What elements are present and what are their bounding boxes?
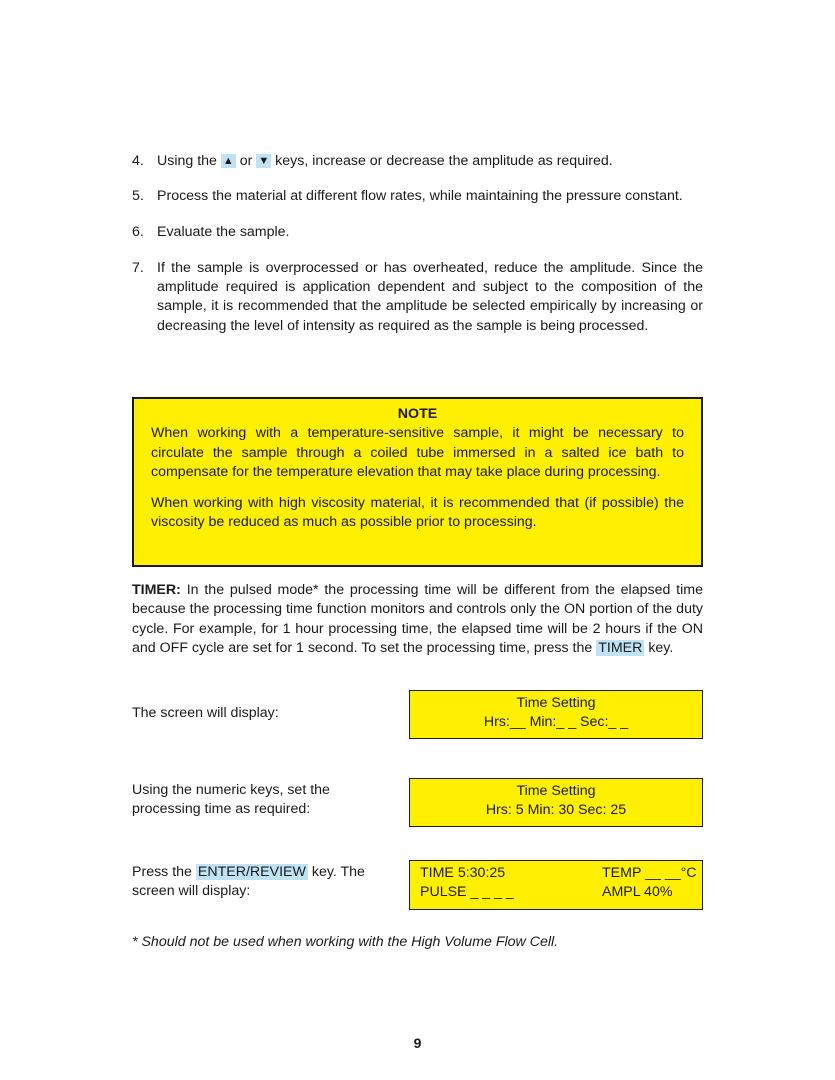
step-text: Using the: [157, 153, 217, 169]
page-number: 9: [413, 1035, 422, 1051]
label-line: screen will display:: [132, 883, 251, 900]
step-text: keys, increase or decrease the amplitude as required.: [275, 153, 613, 169]
step-number: 4.: [132, 153, 144, 169]
lcd-display-time-setting-filled: [409, 778, 703, 827]
label-text: key. The: [311, 864, 365, 880]
lcd-display-status: [409, 860, 703, 910]
lcd-temp: TEMP __ __°C: [602, 865, 697, 881]
display2-label: [132, 781, 392, 820]
lcd-line: Hrs: 5 Min: 30 Sec: 25: [485, 802, 627, 819]
note-box: [132, 397, 703, 567]
timer-heading: TIMER:: [132, 582, 181, 598]
instruction-steps: [132, 152, 703, 336]
lcd-line: Time Setting: [516, 783, 596, 799]
step-number: 6.: [132, 223, 144, 240]
lcd-pulse: PULSE _ _ _ _: [420, 884, 514, 901]
display3-label: [132, 863, 392, 902]
step-7: [132, 259, 703, 336]
lcd-display-time-setting-empty: [409, 690, 703, 739]
note-paragraph: When working with a temperature-sensitive sample, it might be necessary to circulate the sample through a coiled tube immersed in a salted ice bath to compensate for the temperature elevation that may take place during processing.: [151, 425, 684, 480]
lcd-line: Time Setting: [516, 695, 596, 711]
step-number: 7.: [132, 259, 144, 276]
lcd-time: TIME 5:30:25: [420, 865, 506, 881]
step-6: [132, 223, 703, 242]
step-4: [132, 152, 703, 171]
timer-tail: key.: [648, 639, 674, 656]
lcd-ampl: AMPL 40%: [602, 884, 673, 901]
enter-review-key: ENTER/REVIEW: [197, 864, 306, 880]
footnote: * Should not be used when working with the High Volume Flow Cell.: [132, 934, 559, 950]
timer-body: In the pulsed mode* the processing time will be different from the elapsed time because the processing time function monitors and controls only the ON portion of the duty cycle. For example, for 1 hour processing time, the elapsed time will be 2 hours if the ON and OFF cycle are set for 1 second. To set the processing time, press the: [132, 582, 703, 656]
note-title: NOTE: [397, 406, 438, 422]
step-text: Evaluate the sample.: [157, 223, 290, 240]
label-line: Using the numeric keys, set the: [132, 782, 330, 798]
step-text: or: [239, 153, 253, 169]
step-text: If the sample is overprocessed or has overheated, reduce the amplitude. Since the amplitude required is application dependent and subject to the composition of the sample, it is recommended that the amplitude be selected empirically by increasing or decreasing the level of intensity as required as the sample is being processed.: [157, 259, 703, 334]
up-arrow-key-icon: ▲: [222, 155, 234, 167]
step-5: [132, 187, 703, 206]
label-line: processing time as required:: [132, 801, 311, 818]
note-paragraph: When working with high viscosity material, it is recommended that (if possible) the viscosity be reduced as much as possible prior to processing.: [151, 495, 684, 531]
down-arrow-key-icon: ▼: [258, 155, 270, 167]
timer-key: TIMER: [598, 639, 643, 656]
timer-paragraph: [132, 581, 703, 658]
step-number: 5.: [132, 188, 144, 205]
lcd-line: Hrs:__ Min:_ _ Sec:_ _: [483, 714, 629, 731]
display1-label: The screen will display:: [132, 705, 279, 721]
step-text: Process the material at different flow rates, while maintaining the pressure constant.: [157, 188, 683, 205]
label-text: Press the: [132, 864, 192, 880]
